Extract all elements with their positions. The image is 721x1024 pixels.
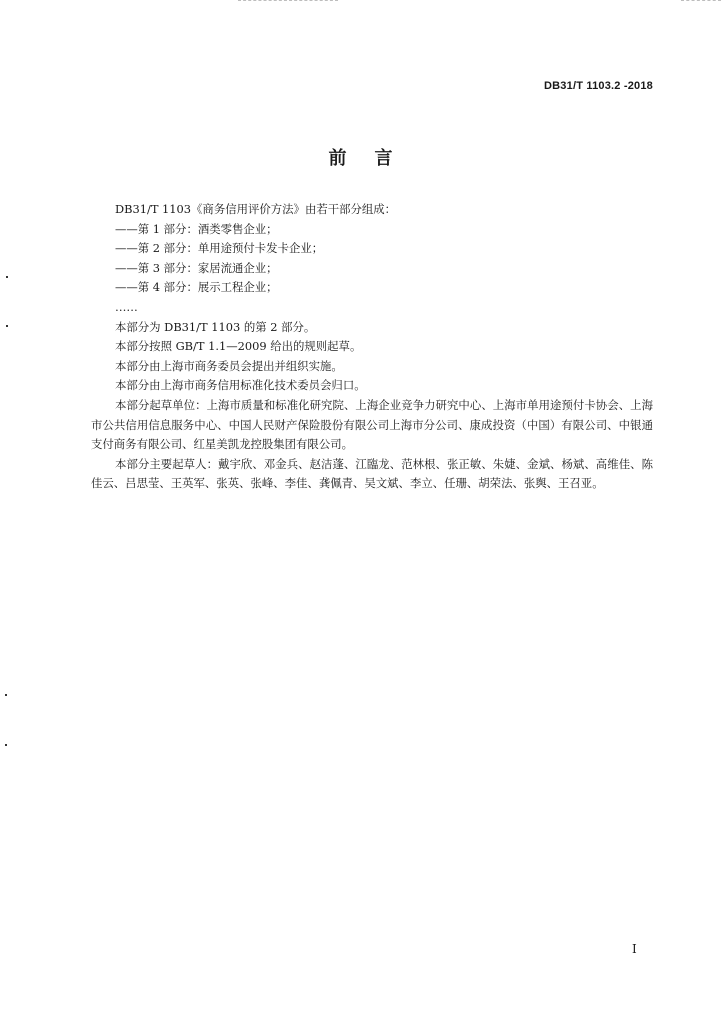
scan-speck: [5, 744, 7, 746]
part-list-ellipsis: ……: [115, 299, 138, 314]
page-title: [0, 144, 721, 170]
part-statement: 本部分为 DB31/T 1103 的第 2 部分。: [115, 319, 316, 334]
drafting-rule: 本部分按照 GB/T 1.1—2009 给出的规则起草。: [115, 339, 362, 354]
part-list-item: ——第 1 部分：酒类零售企业；: [115, 221, 278, 236]
parts-intro: DB31/T 1103《商务信用评价方法》由若干部分组成：: [115, 202, 397, 216]
scan-edge-mark: [238, 0, 338, 1]
centralized-unit: 本部分由上海市商务信用标准化技术委员会归口。: [115, 378, 366, 393]
scan-speck: [6, 276, 8, 278]
scan-edge-mark-right: [681, 0, 721, 1]
title-char-2: 言: [374, 148, 393, 169]
document-code: DB31/T 1103.2 -2018: [544, 80, 653, 92]
drafters: 本部分主要起草人：戴宇欣、邓金兵、赵洁蓬、江臨龙、范林根、张正敏、朱婕、金斌、杨斌、高维佳、陈佳云、吕思莹、王英军、张英、张峰、李佳、龚佩青、吴文斌、李立、任珊、胡荣法、张舆、王召亚。: [91, 456, 653, 491]
scan-speck: [5, 694, 7, 696]
title-char-1: 前: [328, 148, 347, 169]
proposer-statement: 本部分由上海市商务委员会提出并组织实施。: [115, 358, 343, 373]
part-list-item: ——第 3 部分：家居流通企业；: [115, 260, 278, 275]
page-number: I: [632, 942, 637, 956]
scan-speck: [6, 325, 8, 327]
foreword-body: [91, 200, 653, 494]
drafting-units: 本部分起草单位：上海市质量和标准化研究院、上海企业竞争力研究中心、上海市单用途预付卡协会、上海市公共信用信息服务中心、中国人民财产保险股份有限公司上海市分公司、康成投资（中国）有限公司、中银通支付商务有限公司、红星美凯龙控股集团有限公司。: [91, 397, 653, 452]
part-list-item: ——第 4 部分：展示工程企业；: [115, 280, 278, 295]
part-list-item: ——第 2 部分：单用途预付卡发卡企业；: [115, 241, 324, 256]
